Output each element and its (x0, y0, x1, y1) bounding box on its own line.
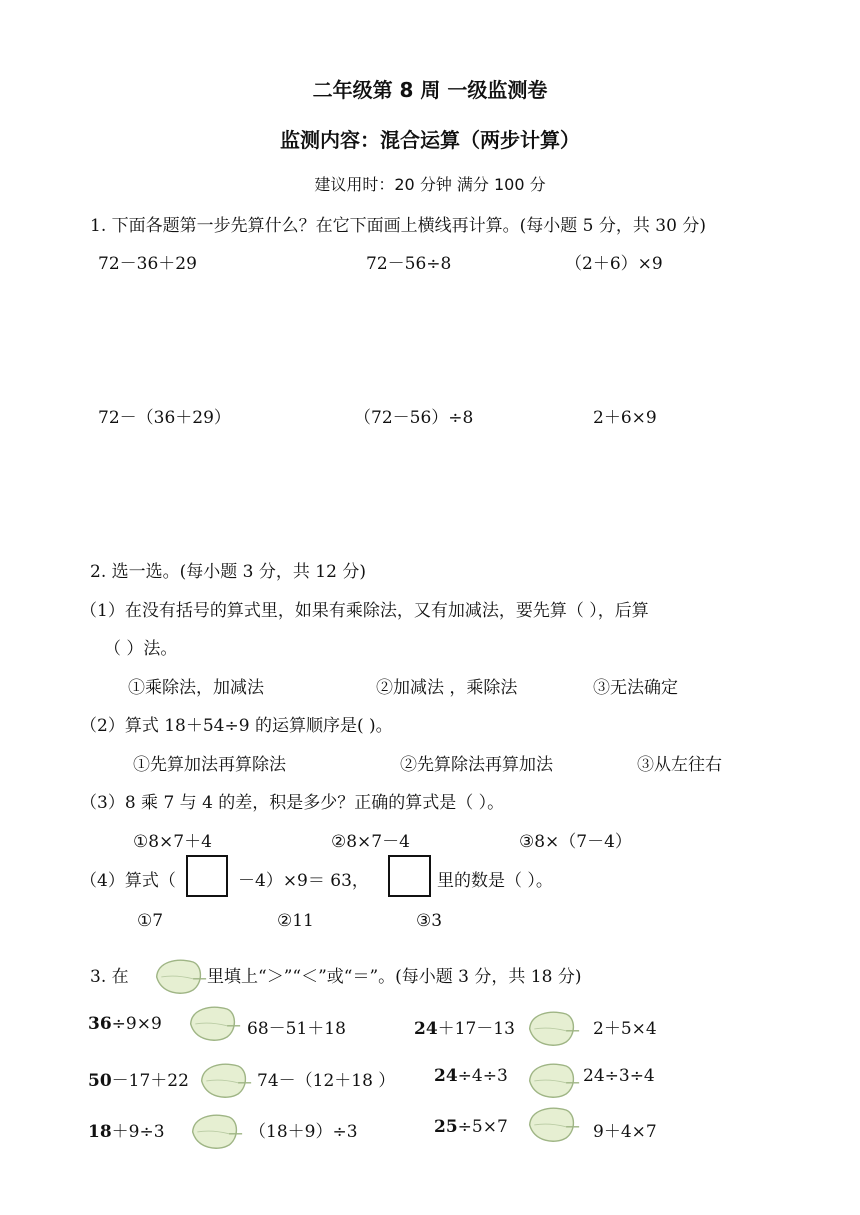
q3-heading-b: 里填上“＞”“＜”或“＝”。(每小题 3 分，共 18 分) (207, 967, 582, 987)
expr-leading-number: 24 (414, 1019, 438, 1039)
q2-p4-option-2: ②11 (277, 911, 314, 931)
q2-p4-answer-box-1[interactable] (186, 855, 228, 897)
monitoring-content: 监测内容：混合运算（两步计算） (280, 128, 580, 152)
q2-p1-line1: （1）在没有括号的算式里，如果有乘除法，又有加减法，要先算（ ），后算 (80, 601, 649, 621)
expr-leading-number: 25 (434, 1117, 458, 1137)
q2-p3-text: （3）8 乘 7 与 4 的差，积是多少？正确的算式是（ ）。 (80, 793, 505, 813)
leaf-answer-r3c1[interactable] (188, 1110, 244, 1152)
q2-p3-option-3: ③8×（7－4） (519, 832, 632, 852)
time-and-score: 建议用时：20 分钟 满分 100 分 (314, 175, 546, 194)
q2-p4-option-3: ③3 (416, 911, 443, 931)
q2-p1-option-2: ②加减法 ，乘除法 (376, 678, 518, 698)
q3-row3-left-expr-1 (88, 1117, 165, 1142)
q2-p4-text-b: －4）×9＝ 63， (238, 871, 369, 891)
q2-p2-option-2: ②先算除法再算加法 (400, 755, 553, 775)
q3-row1-left-expr-1 (88, 1014, 162, 1034)
q2-p4-option-1: ①7 (137, 911, 164, 931)
leaf-answer-r1c2[interactable] (525, 1007, 581, 1049)
expr-remainder: ÷4÷3 (457, 1066, 508, 1086)
q1-expr-5: （72－56）÷8 (354, 408, 474, 428)
q3-heading-a: 3. 在 (90, 967, 129, 987)
q3-row1-right-expr-2: 2＋5×4 (593, 1019, 657, 1039)
q2-p1-option-3: ③无法确定 (593, 678, 678, 698)
q2-p1-line2: （ ）法。 (104, 639, 178, 659)
q1-expr-2: 72－56÷8 (366, 254, 452, 274)
q1-expr-6: 2＋6×9 (593, 408, 657, 428)
expr-remainder: －17＋22 (111, 1071, 189, 1091)
expr-leading-number: 18 (88, 1122, 112, 1142)
q3-row1-left-expr-2 (414, 1014, 515, 1039)
q2-p1-option-1: ①乘除法，加减法 (128, 678, 264, 698)
expr-remainder: ＋17－13 (437, 1019, 515, 1039)
q3-row3-right-expr-2: 9＋4×7 (593, 1122, 657, 1142)
expr-remainder: ÷9×9 (111, 1014, 162, 1034)
q1-heading: 1. 下面各题第一步先算什么？在它下面画上横线再计算。(每小题 5 分，共 30 分) (90, 216, 706, 236)
leaf-answer-r1c1[interactable] (186, 1002, 242, 1044)
q3-row3-left-expr-2 (434, 1117, 508, 1137)
q2-p2-text: （2）算式 18＋54÷9 的运算顺序是( )。 (80, 716, 393, 736)
q2-p2-option-3: ③从左往右 (637, 755, 722, 775)
leaf-answer-r2c1[interactable] (197, 1059, 253, 1101)
q3-row1-right-expr-1: 68－51＋18 (247, 1019, 346, 1039)
expr-remainder: ＋9÷3 (111, 1122, 165, 1142)
expr-remainder: ÷5×7 (457, 1117, 508, 1137)
q2-p3-option-1: ①8×7＋4 (133, 832, 212, 852)
expr-leading-number: 24 (434, 1066, 458, 1086)
q2-p4-text-c: 里的数是（ ）。 (437, 871, 553, 891)
q2-p4-text-a: （4）算式（ (80, 871, 176, 891)
q3-row2-left-expr-1 (88, 1066, 189, 1091)
q1-expr-3: （2＋6）×9 (565, 254, 663, 274)
leaf-icon (152, 955, 208, 997)
expr-leading-number: 36 (88, 1014, 112, 1034)
leaf-answer-r3c2[interactable] (525, 1103, 581, 1145)
q1-expr-1: 72－36＋29 (98, 254, 197, 274)
q3-row2-left-expr-2 (434, 1066, 508, 1086)
q2-p3-option-2: ②8×7－4 (331, 832, 410, 852)
q3-row3-right-expr-1: （18＋9）÷3 (249, 1122, 358, 1142)
q1-expr-4: 72－（36＋29） (98, 408, 231, 428)
q2-p4-answer-box-2[interactable] (388, 855, 431, 897)
leaf-answer-r2c2[interactable] (525, 1059, 581, 1101)
q3-row2-right-expr-1: 74－（12＋18 ） (257, 1071, 396, 1091)
expr-leading-number: 50 (88, 1071, 112, 1091)
page-title: 二年级第 8 周 一级监测卷 (312, 78, 548, 102)
q3-row2-right-expr-2: 24÷3÷4 (583, 1066, 655, 1086)
q2-heading: 2. 选一选。(每小题 3 分，共 12 分) (90, 562, 366, 582)
q2-p2-option-1: ①先算加法再算除法 (133, 755, 286, 775)
